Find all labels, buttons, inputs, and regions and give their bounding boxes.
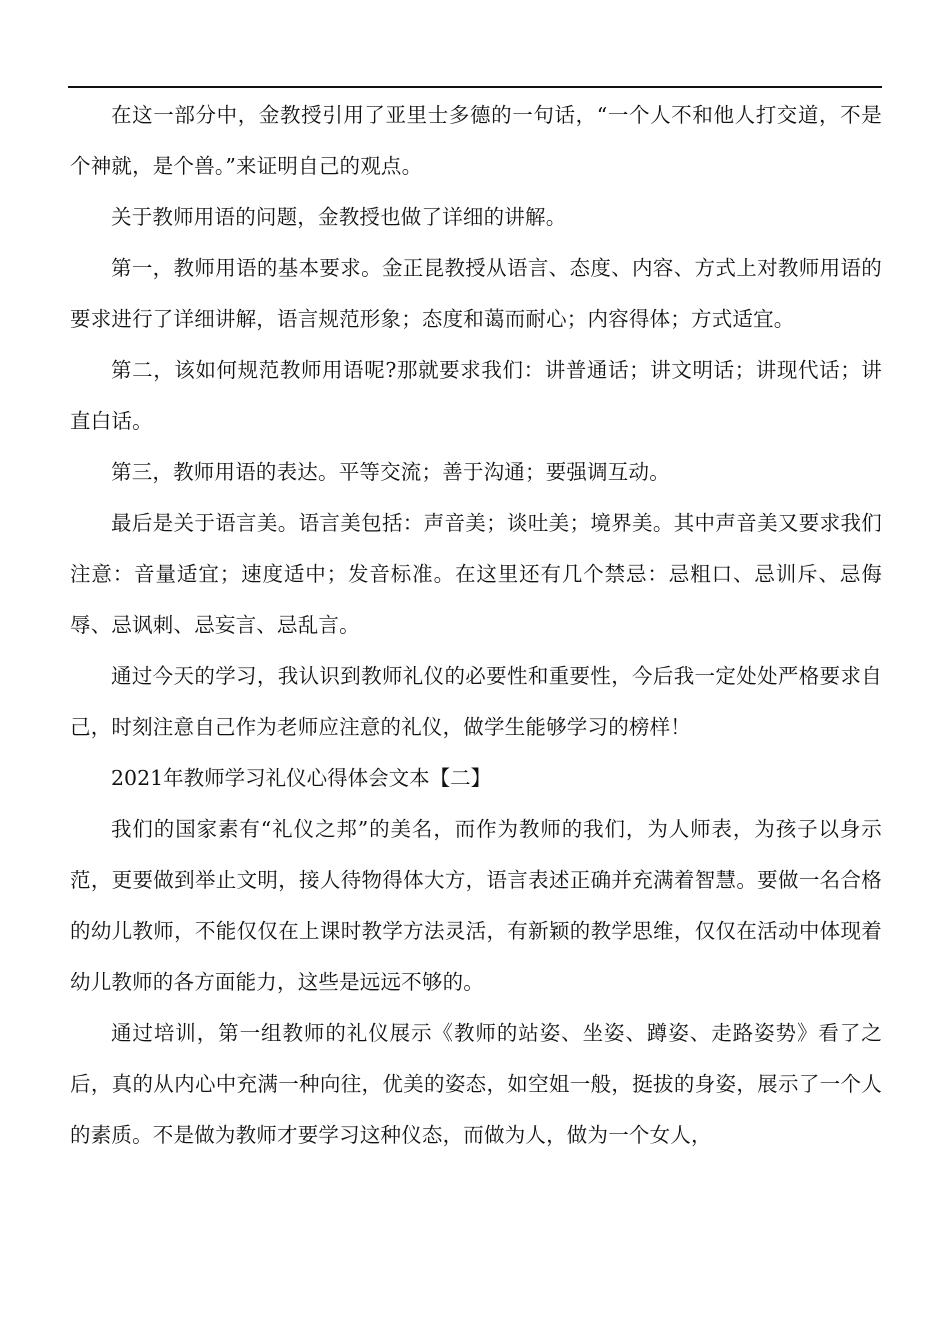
paragraph-language-beauty: 最后是关于语言美。语言美包括：声音美；谈吐美；境界美。其中声音美又要求我们注意：音量适宜；速度适中；发音标准。在这里还有几个禁忌：忌粗口、忌训斥、忌侮辱、忌讽刺、忌妄言、忌乱言。 bbox=[70, 511, 882, 637]
paragraph-teacher-language-intro: 关于教师用语的问题，金教授也做了详细的讲解。 bbox=[111, 205, 567, 229]
paragraph-standardize-language: 第二，该如何规范教师用语呢?那就要求我们：讲普通话；讲文明话；讲现代话；讲直白话。 bbox=[70, 358, 882, 433]
header-rule bbox=[68, 86, 882, 88]
paragraph-expression: 第三，教师用语的表达。平等交流；善于沟通；要强调互动。 bbox=[111, 460, 670, 484]
paragraph-training: 通过培训，第一组教师的礼仪展示《教师的站姿、坐姿、蹲姿、走路姿势》看了之后，真的从内心中充满一种向往，优美的姿态，如空姐一般，挺拔的身姿，展示了一个人的素质。不是做为教师才要学习这种仪态，而做为人，做为一个女人， bbox=[70, 1021, 882, 1147]
paragraph-basic-requirements: 第一，教师用语的基本要求。金正昆教授从语言、态度、内容、方式上对教师用语的要求进行了详细讲解，语言规范形象；态度和蔼而耐心；内容得体；方式适宜。 bbox=[70, 256, 882, 331]
document-body bbox=[70, 90, 882, 1161]
paragraph-conclusion: 通过今天的学习，我认识到教师礼仪的必要性和重要性，今后我一定处处严格要求自己，时刻注意自己作为老师应注意的礼仪，做学生能够学习的榜样！ bbox=[70, 664, 882, 739]
paragraph-aristotle-quote: 在这一部分中，金教授引用了亚里士多德的一句话，“一个人不和他人打交道，不是个神就，是个兽。”来证明自己的观点。 bbox=[70, 103, 882, 178]
section-heading: 2021年教师学习礼仪心得体会文本【二】 bbox=[111, 766, 492, 790]
paragraph-etiquette-nation: 我们的国家素有“礼仪之邦”的美名，而作为教师的我们，为人师表，为孩子以身示范，更要做到举止文明，接人待物得体大方，语言表述正确并充满着智慧。要做一名合格的幼儿教师，不能仅仅在上课时教学方法灵活，有新颖的教学思维，仅仅在活动中体现着幼儿教师的各方面能力，这些是远远不够的。 bbox=[70, 817, 882, 994]
